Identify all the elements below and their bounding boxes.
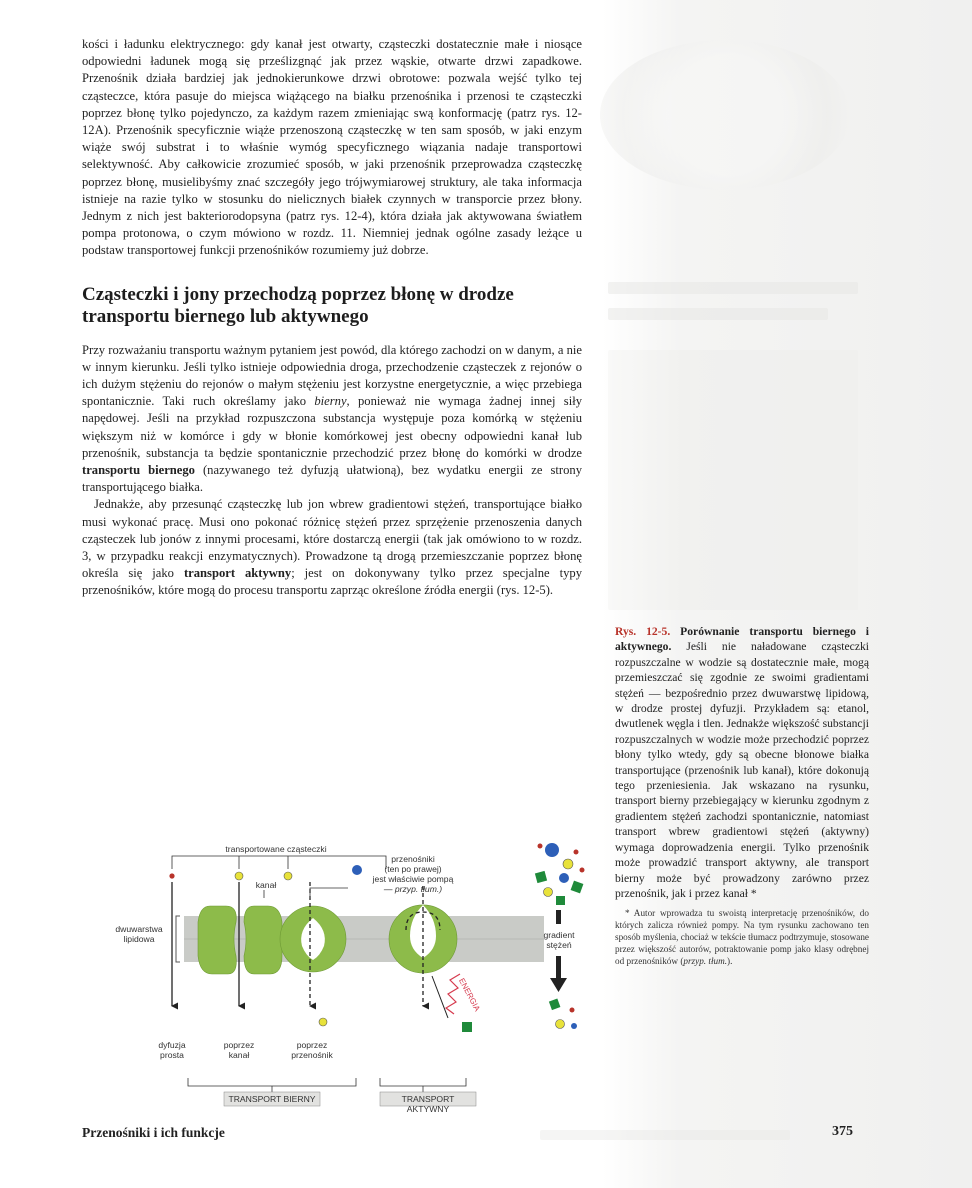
label-simple-diffusion-line-1: dyfuzja (158, 1040, 186, 1050)
term-transport-aktywny: transport aktywny (183, 566, 292, 581)
label-via-channel-line-2: kanał (228, 1050, 250, 1060)
cluster-molecule-yellow (563, 859, 573, 869)
figure-caption (615, 624, 869, 967)
text-run: , ponieważ nie wymaga żadnej innej siły napędowej. Jeśli na przykład rozpuszczona substancja występuje poza komórką w stężeniu większym niż w komórce i gdy w błonie komórkowej jest obecny odpowiedni kanał lub przenośnik, substancja ta będzie spontanicznie przechodzić przez błonę do komórki w drodze (82, 394, 582, 460)
caption-footnote (615, 907, 869, 967)
cluster-molecule-green (535, 871, 547, 883)
molecule-yellow (284, 872, 292, 880)
channel-protein-left (198, 906, 236, 974)
caption-body (615, 624, 869, 901)
label-carriers-line-2: (ten po prawej) (384, 864, 442, 874)
term-bierny: bierny (314, 394, 347, 409)
energy-arrow-shaft (432, 976, 448, 1018)
passive-transport-bracket (188, 1078, 356, 1086)
label-transported-molecules: transportowane cząsteczki (225, 844, 327, 854)
label-passive-transport: TRANSPORT BIERNY (228, 1094, 316, 1104)
label-carriers-line-3: jest właściwie pompą (372, 874, 454, 884)
cluster-molecule-red (580, 868, 585, 873)
label-energy: ENERGIA (457, 976, 482, 1013)
figure-12-5 (115, 826, 588, 1120)
page-number: 375 (832, 1124, 853, 1139)
label-via-channel-line-1: poprzez (223, 1040, 255, 1050)
cluster-molecule-yellow (556, 1020, 565, 1029)
text-run: ; jest on dokonywany tylko przez specjalne typy przenośników, które mogą do procesu transportu zaprząc określone źródła energii (rys. 12-5). (82, 566, 583, 598)
bleed-through-text-block (608, 350, 858, 610)
section-heading: Cząsteczki i jony przechodzą poprzez błonę w drodze transportu biernego lub aktywnego (82, 283, 514, 327)
channel-protein-right (244, 906, 282, 974)
label-simple-diffusion-line-2: prosta (160, 1050, 184, 1060)
cluster-molecule-red (570, 1008, 575, 1013)
gradient-arrow-top (556, 910, 561, 924)
active-transport-bracket (380, 1078, 466, 1086)
cluster-molecule-green (556, 896, 565, 905)
cluster-molecule-red (538, 844, 543, 849)
cluster-molecule-green (571, 881, 584, 894)
cluster-molecule-blue (571, 1023, 577, 1029)
gradient-arrow-shaft (556, 956, 561, 978)
label-bilayer-line-2: lipidowa (123, 934, 155, 944)
label-carriers-line-4: — przyp. tłum.) (383, 884, 443, 894)
gradient-arrow-head (550, 978, 567, 992)
paragraph-passive-transport (82, 342, 582, 497)
text-run: Przy rozważaniu transportu ważnym pytaniem jest powód, dla którego zachodzi on w danym, a nie w innym kierunku. Jeśli tylko istnieje odpowiednia droga, przechodzenie cząsteczek z rejonów o ich dużym stężeniu do rejonów o małym stężeniu jest korzystne energetycznie, a więc przebiega spontanicznie. Taki ruch określamy jako (82, 342, 582, 409)
bleed-through-circle (600, 40, 850, 190)
molecule-yellow (235, 872, 243, 880)
carriers-label-line (310, 888, 348, 898)
label-gradient-line-1: gradient (543, 930, 575, 940)
caption-figure-number: Rys. 12-5. (615, 625, 671, 638)
footnote-translator-note: przyp. tłum. (683, 956, 728, 967)
text-run: Jednakże, aby przesunąć cząsteczkę lub jon wbrew gradientowi stężeń, transportujące białko musi wykonać pracę. Musi ono pokonać różnicę stężeń przez sprzężenie przenoszenia danych cząsteczek lub jonów z innymi procesami, które dostarczą energii (tak jak omówiono to w rozdz. 3, w przypadku reakcji enzymatycznych). Prowadzone tą drogą przemieszczanie poprzez błonę określa się jako (82, 497, 582, 581)
paragraph-intro: kości i ładunku elektrycznego: gdy kanał jest otwarty, cząsteczki dostatecznie małe i niosące odpowiedni ładunek mogą się prześlizgnąć jak przez wąskie, otwarte drzwi zapadkowe. Przenośnik działa bardziej jak jednokierunkowe drzwi obrotowe: pozwala wejść tylko tej cząsteczce, która pasuje do miejsca wiążącego na białku przenośnika i przenosi te cząsteczki poprzez błonę tylko pojedynczo, za każdym razem zmieniając swą konformację (patrz rys. 12-12A). Przenośnik specyficznie wiąże przenoszoną cząsteczkę w ten sam sposób, w jaki enzym wiąże swój substrat i to właśnie wymóg specyficznego wiązania nadaje transportowi selektywność. Aby całkowicie zrozumieć sposób, w jaki przenośnik przeprowadza cząsteczkę poprzez błonę, musielibyśmy znać szczegóły jego trójwymiarowej struktury, ale taka informacja istnieje na razie tylko w stosunku do nielicznych białek czynnych w transporcie przez błony. Jednym z nich jest bakteriorodopsyna (patrz rys. 12-4), która działa jak aktywowana światłem pompa protonowa, o czym mówiono w rozdz. 11. Niemniej jednak ogólne zasady leżące u podstaw transportowej funkcji przenośników rozumiemy już dobrze. (82, 37, 582, 258)
caption-text: Jeśli nie naładowane cząsteczki rozpuszczalne w wodzie są dostatecznie małe, mogą przemieszczać się zgodnie ze swoimi gradientami stężeń — bezpośrednio przez dwuwarstwę lipidową, w drodze prostej dyfuzji. Przykładem są: etanol, dwutlenek węgla i tlen. Jednakże większość substancji rozpuszczalnych w wodzie może przechodzić poprzez błony tylko wtedy, gdy są obecne błonowe białka transportujące (przenośnik lub kanał), które dokonują tego przeniesienia. Jak wskazano na rysunku, transport bierny przebiegający w kierunku zgodnym z gradientem stężeń zachodzi spontanicznie, natomiast transport wbrew gradientowi stężeń (aktywny) wymaga doprowadzenia energii. Tylko przenośnik może prowadzić transport aktywny, ale transport bierny może być prowadzony zarówno przez przenośnik, jak i przez kanał * (615, 640, 869, 900)
cluster-molecule-green (549, 999, 561, 1011)
caption-title: Porównanie transportu biernego i aktywnego. (615, 625, 869, 654)
label-carriers-line-1: przenośniki (391, 854, 435, 864)
cluster-molecule-blue (559, 873, 569, 883)
footnote-text: * Autor wprowadza tu swoistą interpretację przenośników, do których zalicza również pompy. Na tym rysunku zachowano ten sposób myślenia, chociaż w tekście tłumacz podtrzymuje, stosowane przez większość autorów, potraktowanie pomp jako klasy odrębnej od przenośników ( (615, 908, 869, 967)
running-footer-section: Przenośniki i ich funkcje (82, 1125, 225, 1140)
bleed-through-heading (608, 282, 858, 294)
cluster-molecule-blue (545, 843, 559, 857)
label-channel: kanał (255, 880, 277, 890)
transported-molecule-green (462, 1022, 472, 1032)
bleed-through-heading (608, 308, 828, 320)
main-text-column (82, 36, 582, 600)
transported-molecule-yellow (319, 1018, 327, 1026)
cluster-molecule-red (574, 850, 579, 855)
cluster-molecule-yellow (544, 888, 553, 897)
molecule-red (169, 873, 174, 878)
text-run: (nazywanego też dyfuzją ułatwioną), bez wydatku energii ze strony transportującego białka. (82, 463, 582, 495)
label-via-carrier-line-2: przenośnik (291, 1050, 333, 1060)
label-via-carrier-line-1: poprzez (296, 1040, 328, 1050)
bilayer-bracket (176, 916, 180, 962)
label-bilayer-line-1: dwuwarstwa (115, 924, 163, 934)
paragraph-active-transport (82, 496, 582, 599)
term-transport-biernego: transportu biernego (82, 463, 195, 478)
footnote-text-end: ). (727, 956, 733, 967)
label-gradient-line-2: stężeń (546, 940, 572, 950)
label-active-transport: TRANSPORT AKTYWNY (401, 1094, 455, 1114)
bleed-through-footer (540, 1130, 790, 1140)
